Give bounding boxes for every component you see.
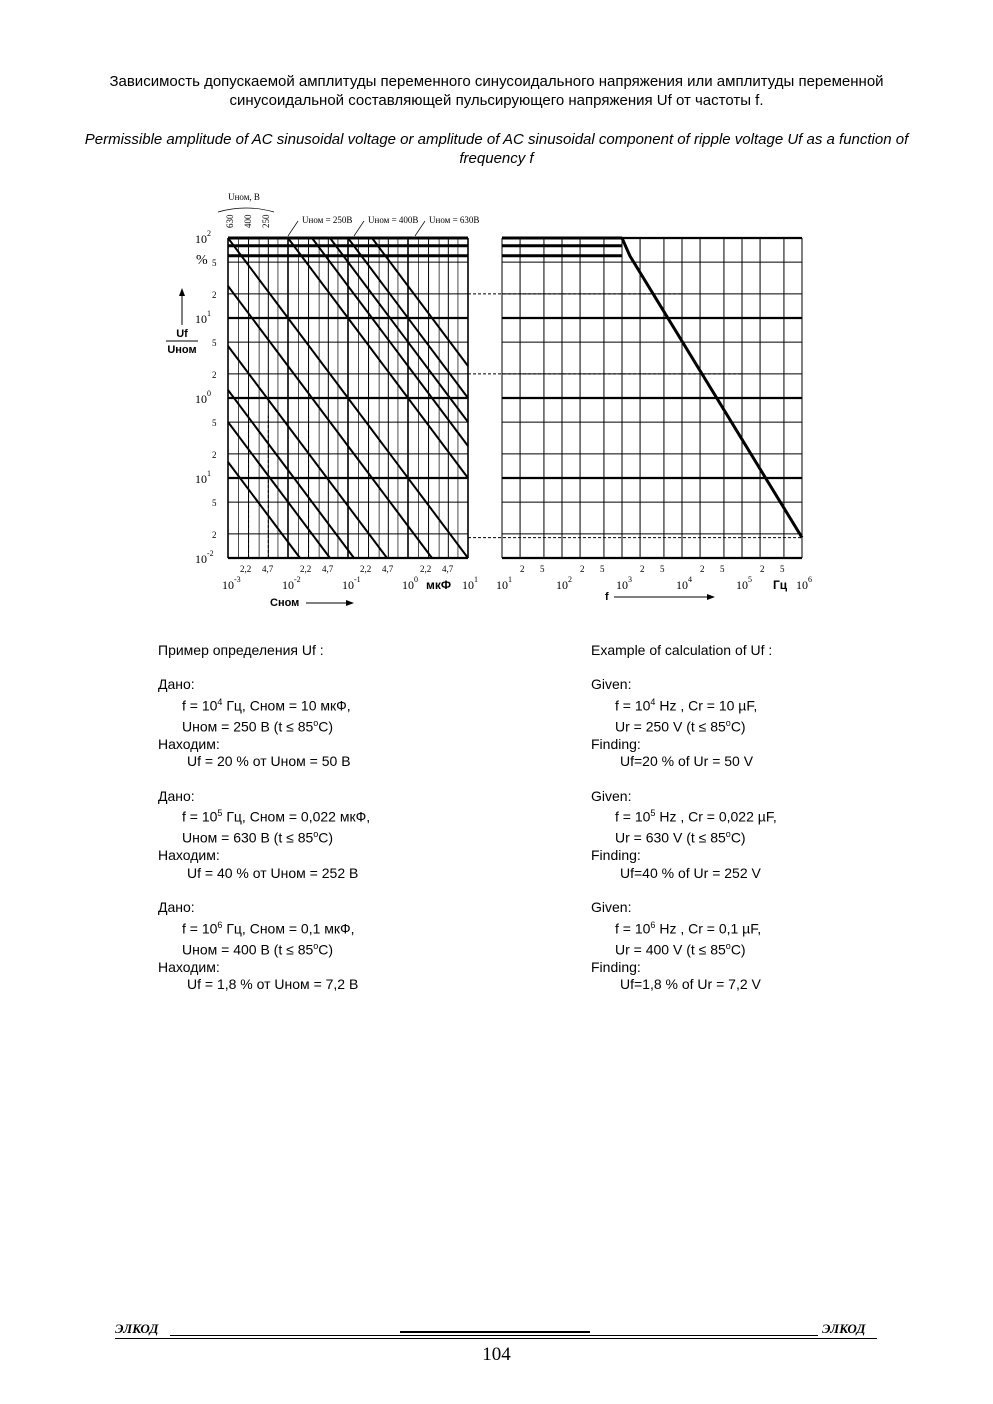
example-ru-voltage-line: Uном = 400 В $(t \le 85^oC)$ [182, 940, 334, 958]
example-en-frequency-line: $f = 10^4$ Hz , Cr = 10 µF, [615, 696, 758, 714]
f-decade-label: 10 [556, 578, 568, 592]
example-en-result-line: Uf=40 % of Ur = 252 V [620, 864, 761, 881]
example-ru-finding-label: Находим: [158, 847, 220, 864]
example-ru-frequency-line: $f = 10^4$ Гц, Cном = 10 мкФ, [182, 696, 351, 714]
example-ru-heading: Пример определения Uf : [158, 642, 324, 658]
f-minor-tick-label: 2 [700, 564, 705, 574]
example-en-block [591, 788, 971, 882]
y-axis-label-bottom: Uном [167, 344, 197, 356]
example-ru-voltage-line: Uном = 630 В $(t \le 85^oC)$ [182, 829, 334, 846]
f-decade-exponent: 6 [808, 575, 812, 584]
y-tick-label: 10 [195, 552, 207, 566]
example-en-given-label: Given: [591, 899, 632, 916]
example-ru-voltage-line: Uном = 250 В $(t \le 85^oC)$ [182, 717, 334, 735]
example-en-heading: Example of calculation of Uf : [591, 642, 773, 658]
frequency-limit-curve [622, 238, 802, 538]
y-tick-label: 10 [195, 312, 207, 326]
example-ru-block [158, 899, 558, 993]
example-en-result-line: Uf=1,8 % of Ur = 7,2 V [620, 976, 761, 993]
voltage-header: Uном, В [228, 192, 260, 202]
f-decade-exponent: 4 [688, 575, 692, 584]
c-decade-label: 10 [342, 578, 354, 592]
block-spacer [591, 771, 971, 788]
y-tick-label: 2 [212, 369, 217, 380]
c-decade-label: 10 [222, 578, 234, 592]
capacitance-diagonal [330, 238, 468, 422]
f-decade-exponent: 3 [628, 575, 632, 584]
f-decade-label: 10 [736, 578, 748, 592]
y-tick-exponent: 1 [207, 309, 211, 318]
nomogram-chart [0, 0, 993, 640]
f-minor-tick-label: 2 [760, 564, 765, 574]
example-en-result-line: Uf=20 % of Ur = 50 V [620, 753, 754, 770]
f-minor-tick-label: 2 [580, 564, 585, 574]
y-tick-label: 2 [212, 529, 217, 540]
f-minor-tick-label: 5 [600, 564, 605, 574]
block-spacer [158, 771, 558, 788]
example-en-voltage-line: Ur = 400 V $(t \le 85^oC)$ [615, 940, 746, 958]
c-decade-exponent: -2 [294, 575, 301, 584]
example-ru-finding-label: Находим: [158, 958, 220, 975]
example-en-block [591, 899, 971, 993]
f-decade-label: 10 [496, 578, 508, 592]
c-minor-tick-label: 4,7 [442, 564, 454, 574]
f-decade-label: 10 [796, 578, 808, 592]
y-tick-label: 5 [212, 258, 217, 269]
example-ru-result-line: Uf = 20 % от Uном = 50 В [187, 753, 351, 770]
f-decade-label: 10 [676, 578, 688, 592]
f-minor-tick-label: 5 [540, 564, 545, 574]
y-tick-exponent: -2 [207, 549, 214, 558]
y-tick-label: 5 [212, 418, 217, 429]
f-axis-label: f [605, 591, 609, 603]
c-decade-label: 10 [282, 578, 294, 592]
c-axis-arrowhead [346, 600, 354, 606]
c-decade-exponent: -1 [354, 575, 361, 584]
c-unit: мкФ [426, 578, 452, 592]
footer-rule-bottom [115, 1338, 877, 1339]
capacitance-diagonal [228, 346, 387, 558]
c-minor-tick-label: 2,2 [300, 564, 312, 574]
example-ru-given-label: Дано: [158, 787, 195, 804]
y-tick-exponent: 1 [207, 469, 211, 478]
f-decade-label: 10 [616, 578, 628, 592]
example-ru-frequency-line: $f = 10^5$ Гц, Cном = 0,022 мкФ, [182, 808, 371, 825]
f-axis-arrowhead [707, 594, 715, 600]
y-tick-label: 5 [212, 498, 217, 509]
c-minor-tick-label: 4,7 [382, 564, 394, 574]
example-en-finding-label: Finding: [591, 847, 641, 864]
example-ru-result-line: Uf = 40 % от Uном = 252 В [187, 864, 359, 881]
f-minor-tick-label: 5 [720, 564, 725, 574]
c-minor-tick-label: 2,2 [360, 564, 372, 574]
example-en-voltage-line: Ur = 250 V $(t \le 85^oC)$ [615, 717, 746, 735]
voltage-line-label: Uном = 630В [429, 215, 480, 225]
y-tick-exponent: 0 [207, 389, 211, 398]
example-ru-block [158, 676, 558, 770]
f-minor-tick-label: 2 [640, 564, 645, 574]
y-axis-arrowhead [179, 288, 185, 296]
voltage-line-leader [354, 221, 364, 236]
voltage-line-label: Uном = 250В [302, 215, 353, 225]
capacitance-diagonal [228, 390, 354, 558]
y-tick-label: 10 [195, 472, 207, 486]
voltage-tick-label: 250 [261, 214, 271, 228]
y-tick-label: 10 [195, 392, 207, 406]
example-ru-given-label: Дано: [158, 676, 195, 693]
page-subtitle: Permissible amplitude of AC sinusoidal voltage or amplitude of AC sinusoidal component of ripple voltage Uf as a function of frequency f [84, 131, 909, 167]
percent-sign: % [196, 253, 208, 268]
c-decade-exponent: 0 [414, 575, 418, 584]
example-ru [158, 642, 558, 993]
example-en-voltage-line: Ur = 630 V $(t \le 85^oC)$ [615, 829, 746, 846]
example-ru-result-line: Uf = 1,8 % от Uном = 7,2 В [187, 976, 359, 993]
f-unit: Гц [773, 578, 788, 592]
c-minor-tick-label: 2,2 [240, 564, 252, 574]
f-decade-exponent: 1 [508, 575, 512, 584]
c-axis-label: Cном [270, 597, 300, 609]
voltage-header-bracket [218, 208, 274, 212]
y-tick-exponent: 2 [207, 229, 211, 238]
page-number: 104 [482, 1344, 511, 1365]
f-decade-exponent: 2 [568, 575, 572, 584]
y-tick-label: 5 [212, 338, 217, 349]
c-decade-label: 10 [462, 578, 474, 592]
c-decade-exponent: 1 [474, 575, 478, 584]
footer-rule-accent [400, 1331, 590, 1333]
footer-brand-right: ЭЛКОД [822, 1321, 866, 1336]
example-ru-finding-label: Находим: [158, 735, 220, 752]
example-en-finding-label: Finding: [591, 735, 641, 752]
example-en-given-label: Given: [591, 676, 632, 693]
y-axis-label-top: Uf [176, 328, 188, 340]
y-tick-label: 2 [212, 289, 217, 300]
capacitance-diagonal [288, 238, 468, 478]
example-en-finding-label: Finding: [591, 958, 641, 975]
f-minor-tick-label: 5 [780, 564, 785, 574]
footer-rule [170, 1335, 818, 1336]
example-ru-frequency-line: $f = 10^6$ Гц, Cном = 0,1 мкФ, [182, 919, 355, 937]
voltage-line-leader [288, 221, 298, 236]
footer-brand-left: ЭЛКОД [115, 1321, 159, 1336]
voltage-line-label: Uном = 400В [368, 215, 419, 225]
example-ru-block [158, 788, 558, 882]
c-minor-tick-label: 4,7 [262, 564, 274, 574]
frequency-grid [502, 238, 802, 558]
f-minor-tick-label: 2 [520, 564, 525, 574]
c-decade-exponent: -3 [234, 575, 241, 584]
y-tick-label: 10 [195, 232, 207, 246]
f-minor-tick-label: 5 [660, 564, 665, 574]
block-spacer [591, 882, 971, 899]
page-title: Зависимость допускаемой амплитуды переменного синусоидального напряжения или амплитуды переменной синусоидальной составляющей пульсирующего напряжения Uf от частоты f. [109, 73, 884, 109]
voltage-tick-label: 630 [225, 214, 235, 228]
example-en-frequency-line: $f = 10^5$ Hz , Cr = 0,022 µF, [615, 808, 777, 825]
f-decade-exponent: 5 [748, 575, 752, 584]
example-en-frequency-line: $f = 10^6$ Hz , Cr = 0,1 µF, [615, 919, 762, 937]
capacitance-diagonal [228, 422, 330, 558]
voltage-tick-label: 400 [243, 214, 253, 228]
c-minor-tick-label: 4,7 [322, 564, 334, 574]
block-spacer [158, 882, 558, 899]
example-ru-given-label: Дано: [158, 899, 195, 916]
example-en-block [591, 676, 971, 770]
example-en-given-label: Given: [591, 787, 632, 804]
c-decade-label: 10 [402, 578, 414, 592]
y-tick-label: 2 [212, 449, 217, 460]
example-en [591, 642, 971, 993]
c-minor-tick-label: 2,2 [420, 564, 432, 574]
